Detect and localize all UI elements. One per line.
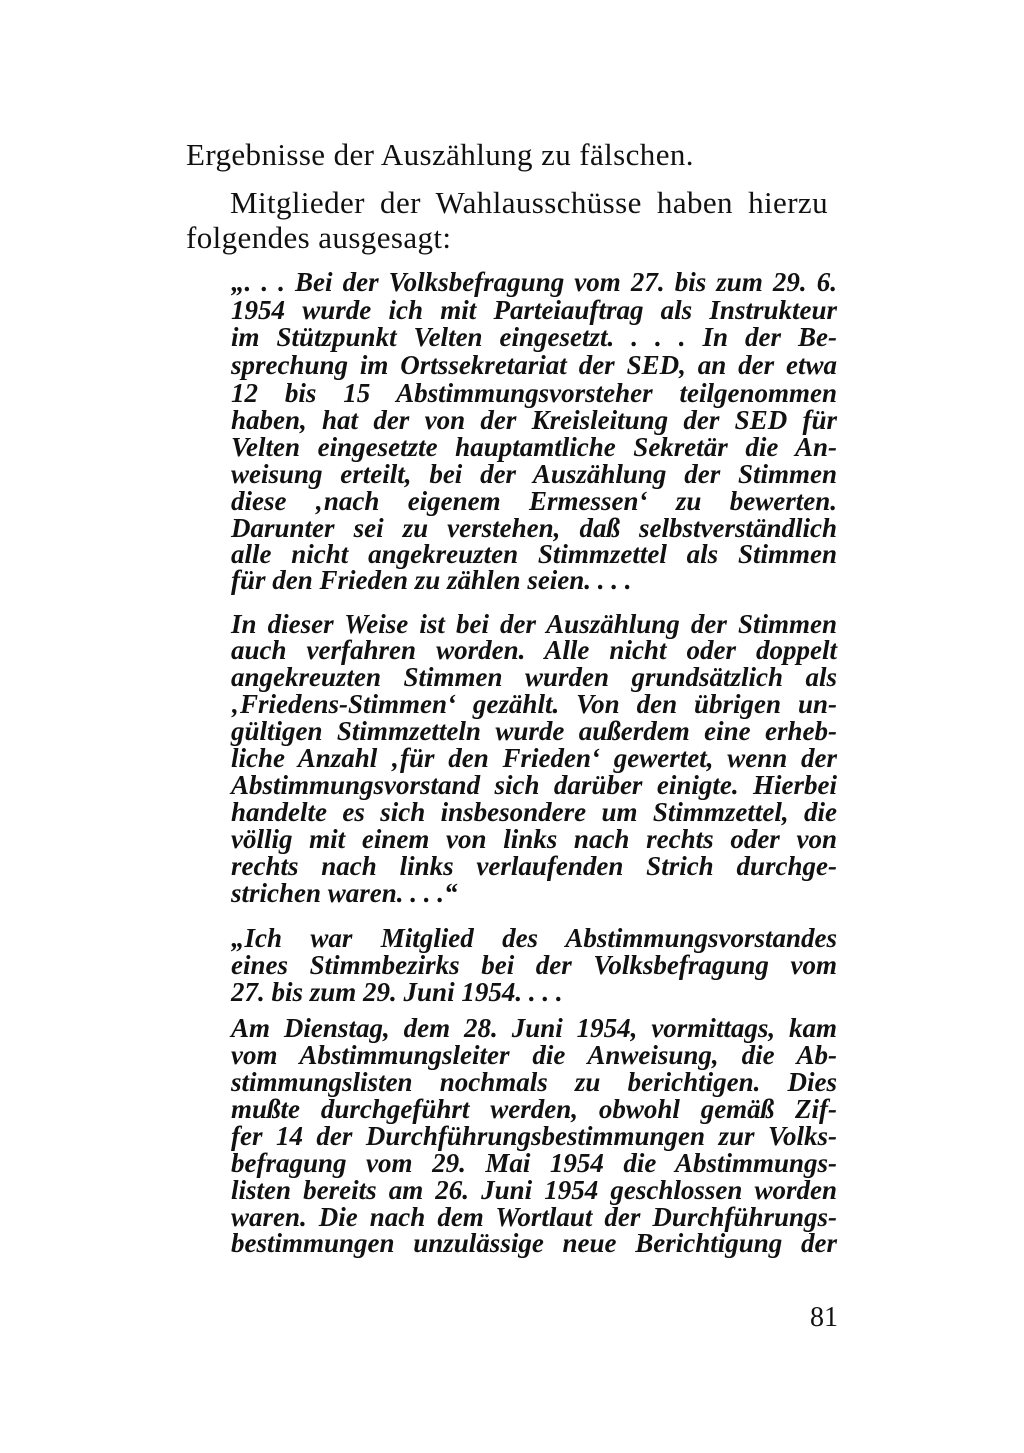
quote-line: für den Frieden zu zählen seien. . . . (231, 565, 632, 595)
quote-line: 27. bis zum 29. Juni 1954. . . . (231, 977, 563, 1007)
quote-line: sprechung im Ortssekretariat der SED, an der etwa (231, 350, 837, 380)
quote-line: eines Stimmbezirks bei der Volksbefragung vom (231, 950, 837, 980)
quote-line: „Ich war Mitglied des Abstimmungsvorstandes (231, 923, 837, 953)
quote-line: 1954 wurde ich mit Parteiauftrag als Instrukteur (231, 295, 837, 325)
quote-line: befragung vom 29. Mai 1954 die Abstimmungs- (231, 1148, 837, 1178)
quote-line: Abstimmungsvorstand sich darüber einigte. Hierbei (231, 770, 837, 800)
quote-line: „. . . Bei der Volksbefragung vom 27. bis zum 29. 6. (231, 267, 837, 297)
quote-line: alle nicht angekreuzten Stimmzettel als Stimmen (231, 539, 837, 569)
page-number: 81 (810, 1302, 838, 1333)
quote-line: rechts nach links verlaufenden Strich durchge- (231, 851, 837, 881)
quote-line: vom Abstimmungsleiter die Anweisung, die Ab- (231, 1040, 837, 1070)
quote-line: diese ‚nach eigenem Ermessen‘ zu bewerten. (231, 486, 837, 516)
body-line: Ergebnisse der Auszählung zu fälschen. (186, 137, 694, 172)
quote-line: gültigen Stimmzetteln wurde außerdem eine erheb- (231, 716, 837, 746)
quote-line: Am Dienstag, dem 28. Juni 1954, vormittags, kam (231, 1013, 837, 1043)
quote-line: weisung erteilt, bei der Auszählung der Stimmen (231, 459, 837, 489)
quote-line: ‚Friedens-Stimmen‘ gezählt. Von den übrigen un- (231, 689, 837, 719)
quote-line: handelte es sich insbesondere um Stimmzettel, die (231, 797, 837, 827)
quote-line: strichen waren. . . .“ (231, 878, 458, 908)
quote-line: Darunter sei zu verstehen, daß selbstverständlich (231, 513, 837, 543)
quote-line: liche Anzahl ‚für den Frieden‘ gewertet, wenn der (231, 743, 837, 773)
quote-line: mußte durchgeführt werden, obwohl gemäß Zif- (231, 1094, 837, 1124)
body-line: Mitglieder der Wahlausschüsse haben hierzu (230, 185, 828, 220)
quote-line: angekreuzten Stimmen wurden grundsätzlich als (231, 662, 837, 692)
quote-line: waren. Die nach dem Wortlaut der Durchführungs- (231, 1202, 837, 1232)
quote-line: haben, hat der von der Kreisleitung der SED für (231, 405, 837, 435)
quote-line: bestimmungen unzulässige neue Berichtigung der (231, 1228, 837, 1258)
quote-line: fer 14 der Durchführungsbestimmungen zur Volks- (231, 1121, 837, 1151)
quote-line: listen bereits am 26. Juni 1954 geschlossen worden (231, 1175, 837, 1205)
quote-line: im Stützpunkt Velten eingesetzt. . . . In der Be- (231, 322, 837, 352)
quote-line: auch verfahren worden. Alle nicht oder doppelt (231, 635, 837, 665)
quote-line: Velten eingesetzte hauptamtliche Sekretär die An- (231, 432, 837, 462)
quote-line: völlig mit einem von links nach rechts oder von (231, 824, 837, 854)
body-line: folgendes ausgesagt: (186, 220, 452, 255)
quote-line: 12 bis 15 Abstimmungsvorsteher teilgenommen (231, 378, 837, 408)
quote-line: stimmungslisten nochmals zu berichtigen. Dies (231, 1067, 837, 1097)
quote-line: In dieser Weise ist bei der Auszählung der Stimmen (231, 609, 837, 639)
